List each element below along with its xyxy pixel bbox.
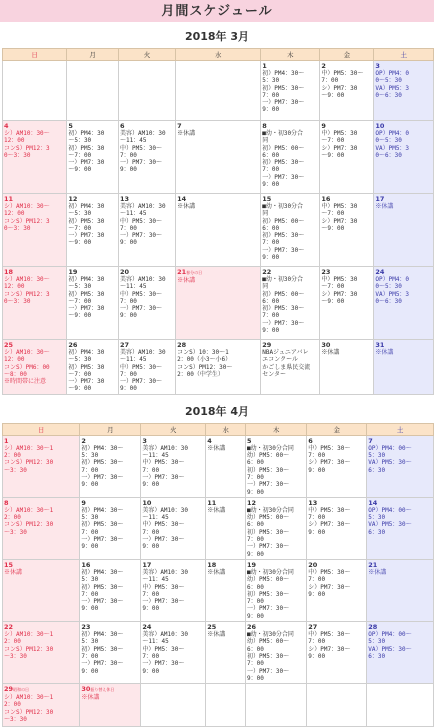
calendar-day-cell[interactable] — [141, 559, 206, 621]
day-number — [375, 341, 432, 349]
schedule-text: OP）PM4：00〜 5：30 VA）PM5：30〜 6：30 — [368, 631, 412, 660]
day-number-text: 23 — [81, 623, 91, 632]
schedule-text: 初）PM4：30〜 5：30 初）PM5：30〜 7：00 一）PM7：30〜 9：00 — [81, 444, 124, 489]
calendar-day-cell[interactable] — [176, 267, 261, 340]
day-number — [68, 122, 117, 130]
schedule-text: 初）PM4：30 〜5：30 初）PM5：30 〜7：00 一）PM7：30 〜9：00 — [68, 276, 105, 320]
day-number — [4, 268, 65, 276]
calendar-day-cell[interactable] — [206, 435, 246, 497]
day-number — [308, 561, 365, 569]
march-calendar — [2, 48, 434, 395]
day-number — [4, 499, 78, 507]
calendar-day-cell[interactable] — [367, 435, 434, 497]
day-number-text: 1 — [4, 436, 9, 445]
calendar-day-cell[interactable] — [3, 340, 67, 395]
schedule-text: OP）PM4：00〜 5：30 VA）PM5：30〜 6：30 — [368, 506, 412, 536]
weekday-header: 日 — [3, 423, 80, 435]
day-number — [81, 685, 139, 694]
calendar-day-cell[interactable] — [320, 194, 374, 267]
calendar-day-cell[interactable] — [261, 61, 320, 121]
day-number-text: 17 — [375, 195, 385, 203]
day-number-text: 1 — [262, 62, 267, 70]
schedule-text: ■幼・初30分合同 幼）PM5：00〜 6：00 初）PM5：30〜 7：00 一）PM7：30〜 9：00 — [247, 444, 294, 496]
schedule-text: ※休講 — [177, 203, 196, 210]
schedule-text: OP）PM4：0 0〜5：30 VA）PM5：3 0〜6：30 — [375, 276, 410, 305]
calendar-day-cell[interactable] — [80, 559, 141, 621]
day-number-text: 16 — [81, 560, 91, 569]
calendar-week — [3, 684, 434, 727]
day-number — [207, 561, 244, 569]
calendar-day-cell[interactable] — [80, 622, 141, 684]
day-number-text: 30 — [81, 685, 91, 694]
calendar-week — [3, 61, 434, 121]
day-number — [321, 62, 372, 70]
schedule-text: 中）PM5：30 〜7：00 シ）PM7：30 〜9：00 — [321, 276, 358, 305]
schedule-text: 初）PM4：30〜 5：30 初）PM5：30〜 7：00 一）PM7：30〜 9：00 — [81, 506, 124, 551]
calendar-day-cell[interactable] — [374, 61, 434, 121]
calendar-day-cell[interactable] — [118, 194, 175, 267]
calendar-day-cell[interactable] — [3, 194, 67, 267]
day-number-text: 19 — [247, 560, 257, 569]
weekday-header: 木 — [246, 423, 307, 435]
day-number — [4, 685, 78, 694]
day-number — [247, 437, 305, 445]
schedule-text: 美容）AM10：30 〜11：45 中）PM5：30〜 7：00 一）PM7：30〜 9：00 — [142, 568, 188, 613]
schedule-text: OP）PM4：0 0〜5：30 VA）PM5：3 0〜6：30 — [375, 130, 410, 159]
page-title: 月間スケジュール — [161, 4, 273, 19]
day-number-text: 9 — [81, 498, 86, 507]
schedule-text: ※休講 — [177, 277, 196, 284]
schedule-text: 美容）AM10：30 〜11：45 中）PM5：30〜 7：00 一）PM7：30〜 9：00 — [119, 130, 166, 174]
weekday-header: 木 — [261, 49, 320, 61]
weekday-header: 土 — [367, 423, 434, 435]
day-number — [81, 437, 139, 445]
calendar-day-cell[interactable] — [67, 267, 119, 340]
day-number — [142, 499, 204, 507]
schedule-text: コンS）10：30〜1 2：00（小3〜小6） コンS）PM12：30〜 2：00（中学生） — [177, 349, 233, 378]
schedule-text: シ）AM10：30〜 12：00 コンS）PM12：3 0〜3：30 — [4, 203, 50, 232]
schedule-text: シ）AM10：30〜 12：00 コンS）PM12：3 0〜3：30 — [4, 276, 50, 305]
day-number-text: 10 — [142, 498, 152, 507]
calendar-week — [3, 435, 434, 497]
calendar-day-cell[interactable] — [3, 121, 67, 194]
april-calendar — [2, 423, 434, 727]
day-number-text: 20 — [308, 560, 318, 569]
calendar-day-cell[interactable] — [261, 340, 320, 395]
day-number-text: 16 — [321, 195, 331, 203]
day-number-text: 29 — [262, 341, 272, 349]
day-number — [177, 341, 259, 349]
day-number — [262, 62, 318, 70]
day-number — [81, 623, 139, 631]
day-number-text: 22 — [4, 623, 14, 632]
schedule-text: ※休講 — [321, 349, 340, 356]
day-number — [321, 268, 372, 276]
calendar-day-cell[interactable] — [320, 267, 374, 340]
weekday-header: 水 — [206, 423, 246, 435]
day-number — [4, 341, 65, 349]
calendar-day-cell[interactable] — [246, 684, 307, 727]
schedule-text: 美容）AM10：30 〜11：45 中）PM5：30〜 7：00 一）PM7：30〜 9：00 — [142, 444, 188, 489]
day-number — [142, 623, 204, 631]
day-number-text: 28 — [177, 341, 187, 349]
schedule-text: シ）AM10：30〜1 2：00 コンS）PM12：30 〜3：30 — [4, 444, 54, 474]
day-number-text: 21 — [368, 560, 378, 569]
calendar-day-cell[interactable] — [3, 684, 80, 727]
schedule-text: シ）AM10：30〜 12：00 コンS）PM12：3 0〜3：30 — [4, 130, 50, 159]
calendar-day-cell[interactable] — [3, 61, 67, 121]
schedule-text: ※休講 — [177, 130, 196, 137]
day-number — [247, 561, 305, 569]
schedule-text: ■幼・初30分合同 幼）PM5：00〜 6：00 初）PM5：30〜 7：00 一）PM7：30〜 9：00 — [247, 568, 294, 620]
day-number-text: 30 — [321, 341, 331, 349]
calendar-day-cell[interactable] — [374, 340, 434, 395]
day-number-text: 14 — [177, 195, 187, 203]
day-number-text: 11 — [4, 195, 14, 203]
calendar-day-cell[interactable] — [246, 622, 307, 684]
schedule-text: ※休講 — [81, 694, 100, 702]
schedule-text: シ）AM10：30〜1 2：00 コンS）PM12：30 〜3：30 — [4, 694, 54, 723]
schedule-text: ※休講 — [207, 568, 226, 576]
day-number — [207, 499, 244, 507]
calendar-day-cell[interactable] — [141, 497, 206, 559]
day-number — [120, 268, 174, 276]
calendar-day-cell[interactable] — [367, 684, 434, 727]
day-number — [247, 499, 305, 507]
weekday-header: 金 — [307, 423, 367, 435]
day-number — [308, 499, 365, 507]
schedule-text: ※休講 — [4, 568, 23, 576]
schedule-text: ■幼・初30分合 同 初）PM5：00〜 6：00 初）PM5：30〜 7：00 一）PM7：30〜 9：00 — [262, 276, 305, 335]
day-number-text: 27 — [308, 623, 318, 632]
schedule-text: ※休講 — [375, 349, 394, 356]
schedule-text: ■幼・初30分合 同 初）PM5：00〜 6：00 初）PM5：30〜 7：00 一）PM7：30〜 9：00 — [262, 203, 305, 262]
calendar-day-cell[interactable] — [3, 497, 80, 559]
calendar-day-cell[interactable] — [3, 622, 80, 684]
day-number-text: 17 — [142, 560, 152, 569]
schedule-text: シ）AM10：30〜1 2：00 コンS）PM12：30 〜3：30 — [4, 631, 54, 660]
day-number-text: 8 — [4, 498, 9, 507]
calendar-day-cell[interactable] — [374, 194, 434, 267]
day-number — [120, 195, 174, 203]
page-header — [0, 0, 434, 22]
calendar-week — [3, 121, 434, 194]
calendar-day-cell[interactable] — [118, 121, 175, 194]
day-number-text: 25 — [207, 623, 217, 632]
calendar-day-cell[interactable] — [176, 121, 261, 194]
day-number-text: 23 — [321, 268, 331, 276]
day-number — [375, 268, 432, 276]
day-number — [4, 195, 65, 203]
calendar-day-cell[interactable] — [320, 121, 374, 194]
day-number-text: 6 — [308, 436, 313, 445]
weekday-header: 月 — [67, 49, 119, 61]
calendar-day-cell[interactable] — [67, 194, 119, 267]
calendar-day-cell[interactable] — [3, 559, 80, 621]
day-number — [68, 341, 117, 349]
day-number — [207, 623, 244, 631]
day-number — [262, 341, 318, 349]
day-number — [177, 122, 259, 130]
march-title: 2018年 3月 — [184, 30, 250, 43]
schedule-text: 美容）AM10：30 〜11：45 中）PM5：30〜 7：00 一）PM7：30〜 9：00 — [142, 631, 188, 675]
calendar-week — [3, 194, 434, 267]
day-number-text: 4 — [4, 122, 9, 130]
day-number-text: 25 — [4, 341, 14, 349]
day-number-text: 18 — [207, 560, 217, 569]
day-number — [81, 499, 139, 507]
day-number — [4, 122, 65, 130]
day-number-text: 29 — [4, 685, 14, 694]
day-number — [81, 561, 139, 569]
day-number-text: 31 — [375, 341, 385, 349]
day-number — [4, 437, 78, 445]
day-number-text: 13 — [308, 498, 318, 507]
calendar-day-cell[interactable] — [118, 267, 175, 340]
day-number — [4, 623, 78, 631]
calendar-day-cell[interactable] — [374, 121, 434, 194]
schedule-text: 初）PM4：30 〜5：30 初）PM5：30 〜7：00 一）PM7：30 〜9：00 — [68, 130, 105, 174]
day-number-text: 20 — [119, 268, 130, 276]
day-number — [142, 437, 204, 445]
calendar-day-cell[interactable] — [141, 684, 206, 727]
schedule-text: 美容）AM10：30 〜11：45 中）PM5：30〜 7：00 一）PM7：30〜 9：00 — [119, 276, 166, 320]
schedule-text: 中）PM5：30 〜7：00 シ）PM7：30 〜9：00 — [321, 130, 358, 159]
day-number-text: 27 — [119, 341, 130, 349]
calendar-day-cell[interactable] — [246, 497, 307, 559]
calendar-day-cell[interactable] — [3, 267, 67, 340]
day-number-text: 19 — [68, 268, 78, 276]
calendar-day-cell[interactable] — [67, 340, 119, 395]
day-number — [368, 437, 432, 445]
day-number-text: 24 — [142, 623, 152, 632]
schedule-text: ■幼・初30分合同 幼）PM5：00〜 6：00 初）PM5：30〜 7：00 一）PM7：30〜 9：00 — [247, 506, 294, 558]
calendar-day-cell[interactable] — [206, 559, 246, 621]
weekday-header: 火 — [141, 423, 206, 435]
schedule-text: シ）AM10：30〜 12：00 コンS）PM6：00 〜8：00 ※時間帯に注意 — [4, 349, 50, 386]
day-number — [308, 437, 365, 445]
calendar-day-cell[interactable] — [261, 121, 320, 194]
schedule-text: 初）PM4：30〜 5：30 初）PM5：30〜 7：00 一）PM7：30〜 9：00 — [81, 631, 124, 675]
schedule-text: 美容）AM10：30 〜11：45 中）PM5：30〜 7：00 一）PM7：30〜 9：00 — [119, 349, 166, 393]
day-number — [375, 122, 432, 130]
day-number — [177, 195, 259, 203]
day-number-text: 9 — [321, 122, 326, 130]
calendar-day-cell[interactable] — [118, 340, 175, 395]
day-number — [262, 122, 318, 130]
schedule-text: 中）PM5：30〜 7：00 シ）PM7：30〜 9：00 — [308, 631, 351, 660]
day-number-text: 7 — [177, 122, 182, 130]
weekday-header: 日 — [3, 49, 67, 61]
holiday-label: 振り替え休日 — [90, 687, 115, 693]
schedule-text: 初）PM4：30 〜5：30 初）PM5：30 〜7：00 一）PM7：30 〜9：00 — [68, 203, 105, 247]
day-number — [177, 268, 259, 277]
day-number — [120, 341, 174, 349]
schedule-text: 初）PM4：30〜 5：30 初）PM5：30〜 7：00 一）PM7：30〜 9：00 — [81, 568, 124, 613]
schedule-text: ※休講 — [207, 444, 226, 452]
calendar-week — [3, 267, 434, 340]
day-number — [321, 195, 372, 203]
day-number-text: 12 — [247, 498, 257, 507]
day-number — [321, 341, 372, 349]
day-number-text: 15 — [4, 560, 14, 569]
schedule-text: 美容）AM10：30 〜11：45 中）PM5：30〜 7：00 一）PM7：30〜 9：00 — [142, 506, 188, 551]
day-number — [68, 195, 117, 203]
day-number — [375, 195, 432, 203]
day-number — [142, 561, 204, 569]
day-number — [120, 122, 174, 130]
calendar-day-cell[interactable] — [307, 684, 367, 727]
schedule-text: 初）PM4：30〜 5：30 初）PM5：30〜 7：00 一）PM7：30〜 9：00 — [262, 70, 305, 114]
day-number-text: 18 — [4, 268, 14, 276]
day-number-text: 2 — [321, 62, 326, 70]
calendar-day-cell[interactable] — [80, 435, 141, 497]
holiday-label: 昭和の日 — [13, 687, 30, 693]
day-number-text: 3 — [142, 436, 147, 445]
day-number-text: 28 — [368, 623, 378, 632]
day-number — [247, 623, 305, 631]
calendar-day-cell[interactable] — [374, 267, 434, 340]
calendar-day-cell[interactable] — [307, 497, 367, 559]
calendar-week — [3, 622, 434, 684]
weekday-header: 月 — [80, 423, 141, 435]
day-number — [68, 268, 117, 276]
calendar-day-cell[interactable] — [3, 435, 80, 497]
calendar-day-cell[interactable] — [246, 559, 307, 621]
calendar-day-cell[interactable] — [261, 194, 320, 267]
day-number — [368, 623, 432, 631]
day-number-text: 13 — [119, 195, 130, 203]
calendar-day-cell[interactable] — [141, 622, 206, 684]
schedule-text: ※休講 — [207, 506, 226, 514]
schedule-text: シ）AM10：30〜1 2：00 コンS）PM12：30 〜3：30 — [4, 506, 54, 536]
calendar-day-cell[interactable] — [176, 340, 261, 395]
day-number — [368, 499, 432, 507]
calendar-day-cell[interactable] — [206, 497, 246, 559]
calendar-day-cell[interactable] — [176, 61, 261, 121]
schedule-text: ※休講 — [368, 568, 387, 576]
schedule-text: ■幼・初30分合 同 初）PM5：00〜 6：00 初）PM5：30〜 7：00 一）PM7：30〜 9：00 — [262, 130, 305, 189]
holiday-label: 春分の日 — [186, 270, 203, 275]
day-number-text: 8 — [262, 122, 267, 130]
calendar-day-cell[interactable] — [367, 559, 434, 621]
day-number-text: 5 — [68, 122, 73, 130]
calendar-day-cell[interactable] — [246, 435, 307, 497]
day-number-text: 26 — [247, 623, 257, 632]
schedule-text: 中）PM5：30 〜7：00 シ）PM7：30 〜9：00 — [321, 203, 358, 232]
calendar-day-cell[interactable] — [307, 435, 367, 497]
day-number-text: 24 — [375, 268, 385, 276]
calendar-day-cell[interactable] — [307, 559, 367, 621]
day-number-text: 15 — [262, 195, 272, 203]
day-number — [375, 62, 432, 70]
calendar-day-cell[interactable] — [67, 61, 119, 121]
day-number — [262, 195, 318, 203]
weekday-header: 水 — [176, 49, 261, 61]
schedule-text: 中）PM5：30〜 7：00 シ）PM7：30〜 9：00 — [308, 568, 351, 598]
schedule-text: 美容）AM10：30 〜11：45 中）PM5：30〜 7：00 一）PM7：30〜 9：00 — [119, 203, 166, 247]
weekday-header: 火 — [118, 49, 175, 61]
calendar-day-cell[interactable] — [206, 684, 246, 727]
schedule-text: ■幼・初30分合同 幼）PM5：00〜 6：00 初）PM5：30〜 7：00 一）PM7：30〜 9：00 — [247, 631, 294, 682]
day-number-text: 14 — [368, 498, 378, 507]
schedule-text: 中）PM5：30〜 7：00 シ）PM7：30〜 9：00 — [308, 444, 351, 474]
day-number-text: 22 — [262, 268, 272, 276]
calendar-day-cell[interactable] — [118, 61, 175, 121]
calendar-day-cell[interactable] — [320, 61, 374, 121]
calendar-day-cell[interactable] — [176, 194, 261, 267]
schedule-text: ※休講 — [207, 631, 226, 639]
calendar-day-cell[interactable] — [67, 121, 119, 194]
schedule-text: NBAジュニアバレ エコンクール かごしま県民交流 センター — [262, 349, 311, 378]
day-number-text: 26 — [68, 341, 78, 349]
day-number-text: 6 — [119, 122, 125, 130]
day-number — [308, 623, 365, 631]
day-number-text: 10 — [375, 122, 385, 130]
day-number-text: 2 — [81, 436, 86, 445]
day-number — [207, 437, 244, 445]
calendar-day-cell[interactable] — [206, 622, 246, 684]
day-number — [321, 122, 372, 130]
weekday-header: 金 — [320, 49, 374, 61]
day-number-text: 4 — [207, 436, 212, 445]
day-number — [368, 561, 432, 569]
calendar-day-cell[interactable] — [367, 622, 434, 684]
schedule-text: OP）PM4：0 0〜5：30 VA）PM5：3 0〜6：30 — [375, 70, 410, 99]
day-number-text: 3 — [375, 62, 380, 70]
schedule-text: OP）PM4：00〜 5：30 VA）PM5：30〜 6：30 — [368, 444, 412, 474]
calendar-day-cell[interactable] — [80, 497, 141, 559]
weekday-header: 土 — [374, 49, 434, 61]
april-title: 2018年 4月 — [184, 404, 250, 418]
calendar-week — [3, 559, 434, 621]
calendar-day-cell[interactable] — [141, 435, 206, 497]
day-number-text: 11 — [207, 498, 217, 507]
day-number-text: 12 — [68, 195, 78, 203]
day-number-text: 7 — [368, 436, 373, 445]
calendar-day-cell[interactable] — [367, 497, 434, 559]
calendar-day-cell[interactable] — [261, 267, 320, 340]
day-number-text: 5 — [247, 436, 252, 445]
schedule-text: 中）PM5：30〜 7：00 シ）PM7：30 〜9：00 — [321, 70, 364, 99]
day-number — [262, 268, 318, 276]
day-number — [4, 561, 78, 569]
calendar-day-cell[interactable] — [80, 684, 141, 727]
calendar-week — [3, 497, 434, 559]
calendar-day-cell[interactable] — [320, 340, 374, 395]
calendar-week — [3, 340, 434, 395]
calendar-day-cell[interactable] — [307, 622, 367, 684]
day-number-text: 21 — [177, 268, 187, 276]
schedule-text: 中）PM5：30〜 7：00 シ）PM7：30〜 9：00 — [308, 506, 351, 536]
schedule-text: ※休講 — [375, 203, 394, 210]
schedule-text: 初）PM4：30 〜5：30 初）PM5：30 〜7：00 一）PM7：30 〜9：00 — [68, 349, 105, 393]
